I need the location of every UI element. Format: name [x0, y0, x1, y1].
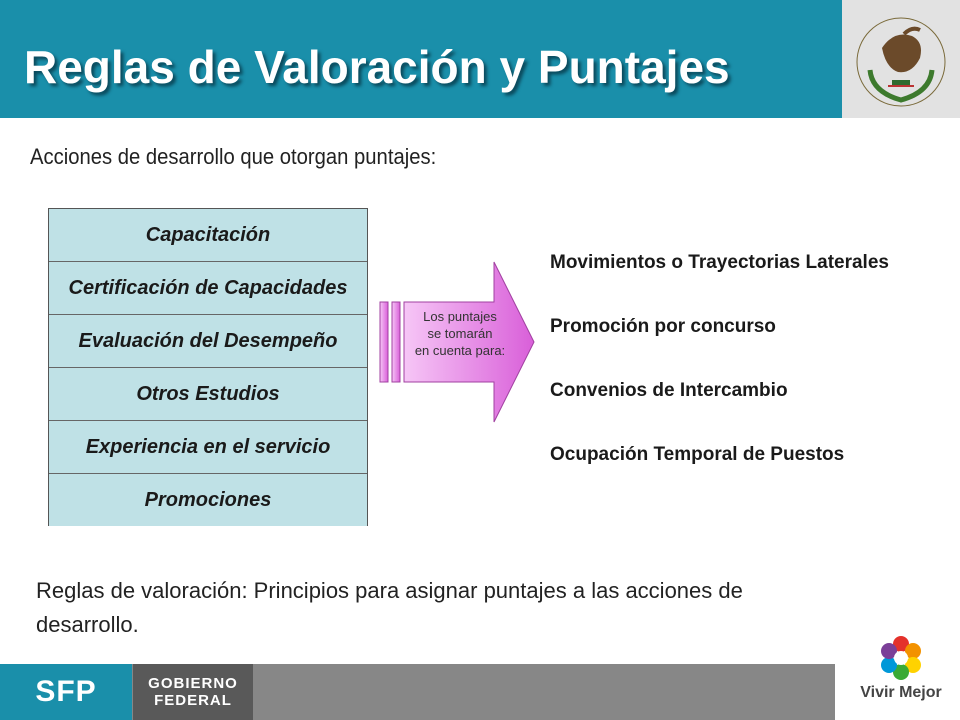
outcome-item: Ocupación Temporal de Puestos [550, 444, 845, 465]
action-item: Promociones [49, 474, 367, 526]
outcome-item: Promoción por concurso [550, 316, 776, 337]
outcomes-list [550, 252, 889, 508]
mexico-seal-logo [842, 0, 960, 118]
page-title: Reglas de Valoración y Puntajes [24, 41, 730, 93]
action-item: Certificación de Capacidades [49, 262, 367, 315]
outcome-item: Movimientos o Trayectorias Laterales [550, 252, 889, 273]
action-item: Capacitación [49, 209, 367, 262]
rules-description: Reglas de valoración: Principios para asignar puntajes a las acciones de desarrollo. [36, 578, 743, 637]
action-item: Experiencia en el servicio [49, 421, 367, 474]
sfp-logo: SFP [0, 664, 132, 720]
flower-icon [835, 620, 960, 684]
gobierno-federal-logo: GOBIERNO FEDERAL [133, 664, 253, 720]
actions-subtitle: Acciones de desarrollo que otorgan puntajes: [30, 144, 437, 169]
action-item: Evaluación del Desempeño [49, 315, 367, 368]
development-actions-list [48, 208, 368, 526]
vivir-mejor-label: Vivir Mejor [860, 684, 942, 701]
vivir-mejor-logo [835, 620, 960, 720]
header-bar [0, 0, 842, 118]
outcome-item: Convenios de Intercambio [550, 380, 788, 401]
action-item: Otros Estudios [49, 368, 367, 421]
arrow-caption: Los puntajes se tomarán en cuenta para: [414, 309, 506, 358]
eagle-seal-icon [842, 0, 960, 118]
